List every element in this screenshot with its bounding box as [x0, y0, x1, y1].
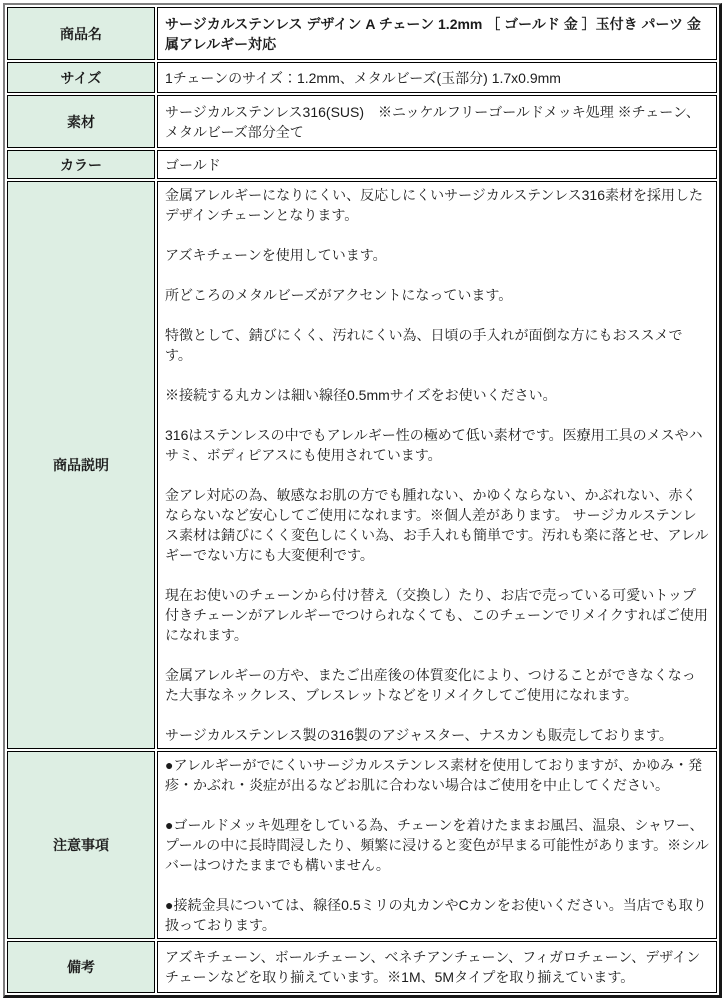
description-paragraph: サージカルステンレス製の316製のアジャスター、ナスカンも販売しております。 — [165, 727, 673, 743]
description-paragraph: 金アレ対応の為、敏感なお肌の方でも腫れない、かゆくならない、かぶれない、赤くならないなど安心してご使用になれます。※個人差があります。 サージカルステンレス素材は錆びにくく変色しにくい為、お手入れも簡単です。汚れも楽に落とせ、アレルギーでない方にも大変便利です。 — [165, 487, 709, 563]
note-text: アズキチェーン、ボールチェーン、ベネチアンチェーン、フィガロチェーン、デザインチェーンなどを取り揃えています。※1M、5Mタイプを取り揃えています。 — [165, 949, 701, 985]
description-paragraph: アズキチェーンを使用しています。 — [165, 247, 387, 263]
row-label-caution: 注意事項 — [7, 751, 155, 939]
description-paragraph: 金属アレルギーになりにくい、反応しにくいサージカルステンレス316素材を採用したデザインチェーンとなります。 — [165, 187, 703, 223]
caution-paragraph: ●ゴールドメッキ処理をしている為、チェーンを着けたままお風呂、温泉、シャワー、プールの中に長時間浸したり、頻繁に浸けると変色が早まる可能性があります。※シルバーはつけたままでも構いません。 — [165, 817, 709, 873]
row-value-caution — [157, 751, 717, 939]
product-spec-table — [3, 3, 722, 998]
row-label-color: カラー — [7, 150, 155, 179]
row-value-size — [157, 62, 717, 93]
table-row-size — [7, 62, 717, 93]
product-name-text: サージカルステンレス デザイン A チェーン 1.2mm ［ ゴールド 金 ］玉付き パーツ 金属アレルギー対応 — [165, 15, 701, 52]
table-row-caution — [7, 751, 717, 939]
description-paragraph: 現在お使いのチェーンから付け替え（交換し）たり、お店で売っている可愛いトップ付きチェーンがアレルギーでつけられなくても、このチェーンでリメイクすればご使用になれます。 — [165, 587, 708, 643]
table-row-material — [7, 95, 717, 148]
table-row-color — [7, 150, 717, 179]
row-label-material: 素材 — [7, 95, 155, 148]
row-value-note — [157, 941, 717, 993]
row-label-product-name: 商品名 — [7, 7, 155, 60]
description-paragraph: 316はステンレスの中でもアレルギー性の極めて低い素材です。医療用工具のメスやハサミ、ボディピアスにも使用されています。 — [165, 427, 703, 463]
material-text: サージカルステンレス316(SUS) ※ニッケルフリーゴールドメッキ処理 ※チェーン、メタルビーズ部分全て — [165, 103, 700, 140]
description-paragraph: 金属アレルギーの方や、またご出産後の体質変化により、つけることができなくなった大事なネックレス、ブレスレットなどをリメイクしてご使用になれます。 — [165, 667, 696, 703]
table-row-note — [7, 941, 717, 993]
row-value-material — [157, 95, 717, 148]
description-paragraph: 所どころのメタルビーズがアクセントになっています。 — [165, 287, 513, 303]
caution-paragraph: ●アレルギーがでにくいサージカルステンレス素材を使用しておりますが、かゆみ・発疹・かぶれ・炎症が出るなどお肌に合わない場合はご使用を中止してください。 — [165, 757, 703, 793]
size-text: 1チェーンのサイズ：1.2mm、メタルビーズ(玉部分) 1.7x0.9mm — [165, 69, 561, 86]
row-value-product-name — [157, 7, 717, 60]
table-row-description — [7, 181, 717, 749]
row-label-note: 備考 — [7, 941, 155, 993]
row-value-color — [157, 150, 717, 179]
description-paragraph: 特徴として、錆びにくく、汚れにくい為、日頃の手入れが面倒な方にもおススメです。 — [165, 327, 683, 363]
row-label-size: サイズ — [7, 62, 155, 93]
description-paragraph: ※接続する丸カンは細い線径0.5mmサイズをお使いください。 — [165, 387, 557, 403]
caution-paragraph: ●接続金具については、線径0.5ミリの丸カンやCカンをお使いください。当店でも取り扱っております。 — [165, 897, 707, 933]
table-row-product-name — [7, 7, 717, 60]
row-label-description: 商品説明 — [7, 181, 155, 749]
color-text: ゴールド — [165, 156, 221, 173]
row-value-description — [157, 181, 717, 749]
